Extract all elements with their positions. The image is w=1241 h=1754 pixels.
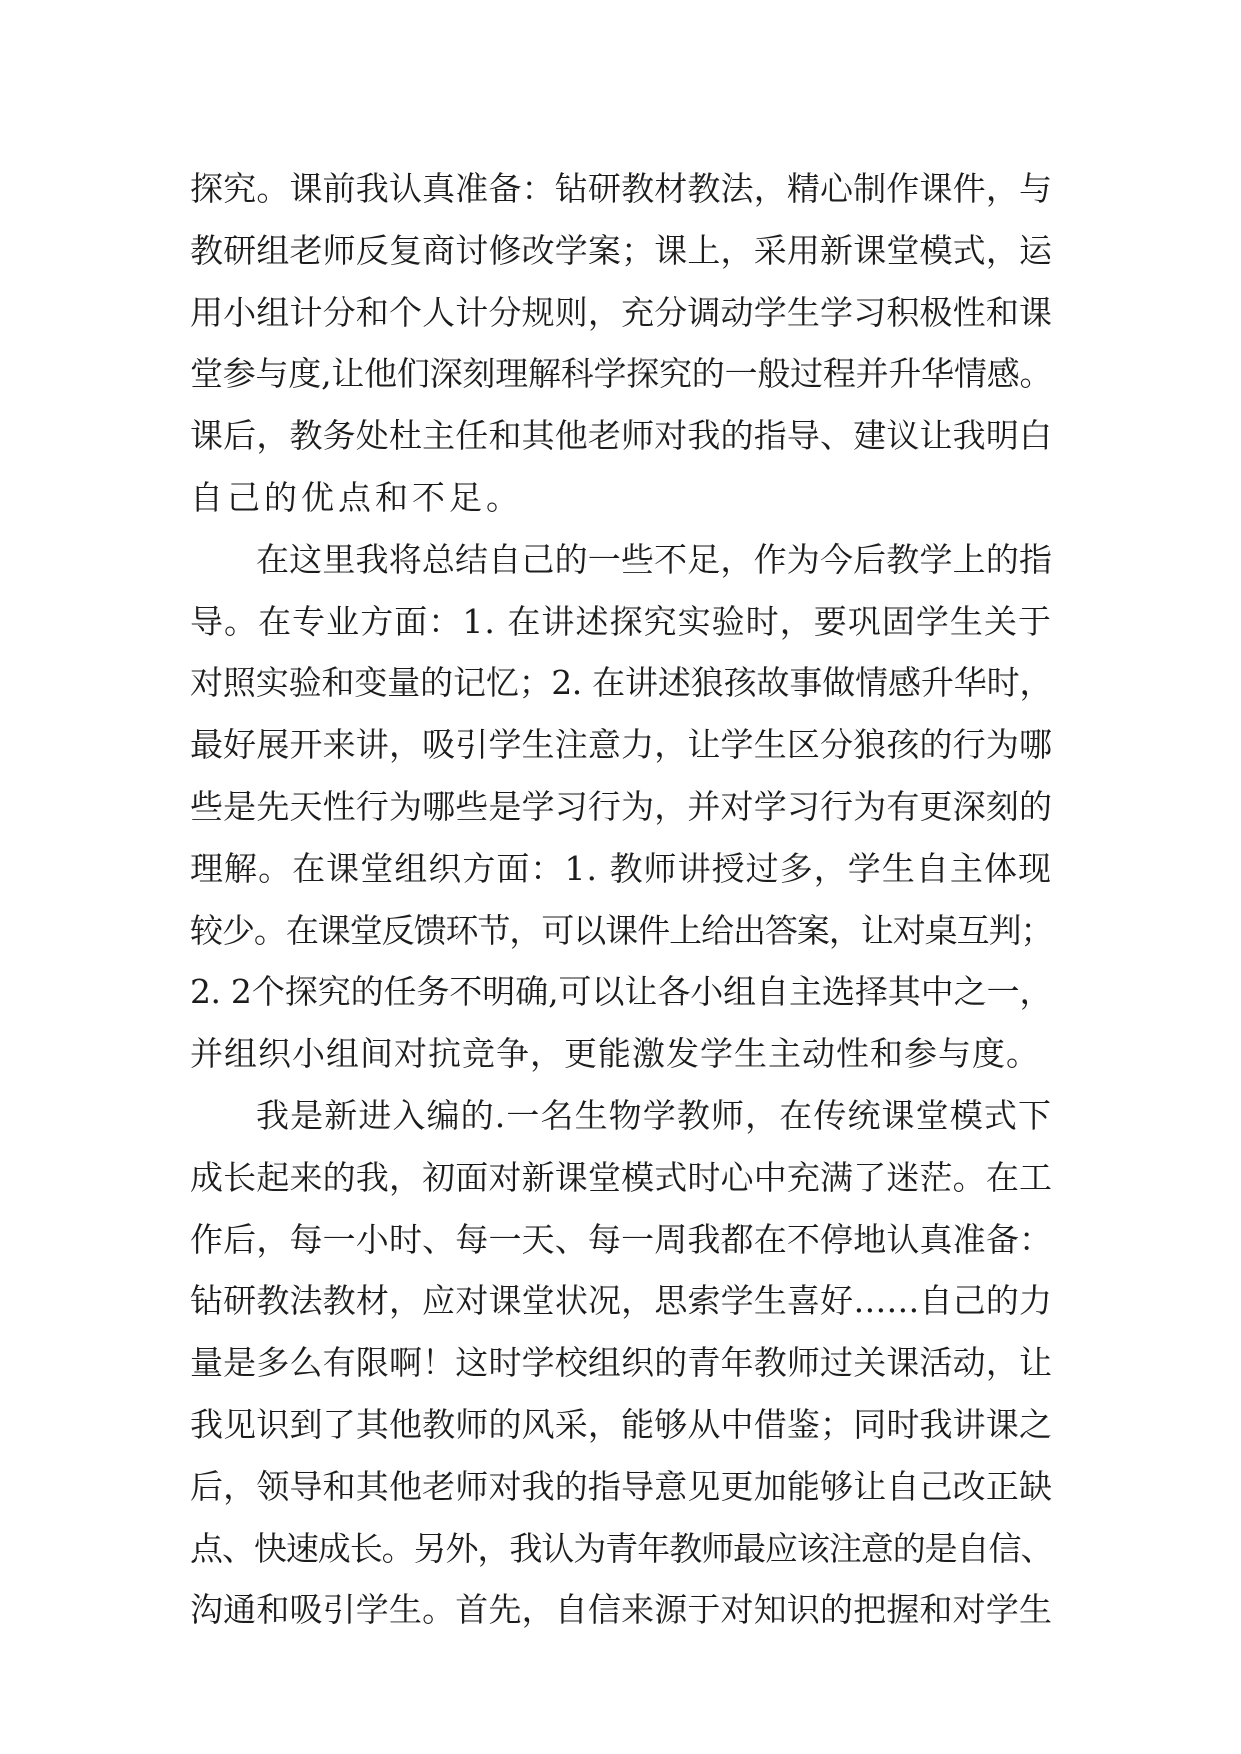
paragraph-3-line: 量是多么有限啊！这时学校组织的青年教师过关课活动，让 — [190, 1343, 1052, 1383]
paragraph-2-line: 2. 2个探究的任务不明确,可以让各小组自主选择其中之一， — [190, 972, 1052, 1012]
paragraph-1-line: 堂参与度,让他们深刻理解科学探究的一般过程并升华情感。 — [190, 354, 1052, 394]
paragraph-2-line: 理解。在课堂组织方面：1. 教师讲授过多，学生自主体现 — [190, 848, 1052, 888]
paragraph-1-line: 教研组老师反复商讨修改学案；课上，采用新课堂模式，运 — [190, 230, 1052, 270]
paragraph-2-line: 最好展开来讲，吸引学生注意力，让学生区分狼孩的行为哪 — [190, 725, 1052, 765]
paragraph-1-line: 课后，教务处杜主任和其他老师对我的指导、建议让我明白 — [190, 416, 1052, 456]
paragraph-3-line: 我见识到了其他教师的风采，能够从中借鉴；同时我讲课之 — [190, 1404, 1052, 1444]
paragraph-3-line: 成长起来的我，初面对新课堂模式时心中充满了迷茫。在工 — [190, 1157, 1052, 1197]
paragraph-3-line: 沟通和吸引学生。首先，自信来源于对知识的把握和对学生 — [190, 1590, 1052, 1630]
paragraph-3-line: 后，领导和其他老师对我的指导意见更加能够让自己改正缺 — [190, 1466, 1052, 1506]
paragraph-2-line: 些是先天性行为哪些是学习行为，并对学习行为有更深刻的 — [190, 786, 1052, 826]
paragraph-3-line: 作后，每一小时、每一天、每一周我都在不停地认真准备： — [190, 1219, 1052, 1259]
paragraph-2-line: 对照实验和变量的记忆；2. 在讲述狼孩故事做情感升华时， — [190, 663, 1052, 703]
paragraph-2-line: 导。在专业方面：1. 在讲述探究实验时，要巩固学生关于 — [190, 601, 1052, 641]
paragraph-3-line: 钻研教法教材，应对课堂状况，思索学生喜好……自己的力 — [190, 1281, 1052, 1321]
paragraph-3-line: 点、快速成长。另外，我认为青年教师最应该注意的是自信、 — [190, 1528, 1052, 1568]
paragraph-2-line: 较少。在课堂反馈环节，可以课件上给出答案，让对桌互判； — [190, 910, 1052, 950]
paragraph-1-line: 探究。课前我认真准备：钻研教材教法，精心制作课件，与 — [190, 169, 1052, 208]
paragraph-1-line: 自己的优点和不足。 — [190, 477, 523, 517]
paragraph-2-line: 在这里我将总结自己的一些不足，作为今后教学上的指 — [256, 539, 1052, 579]
paragraph-3-line: 我是新进入编的.一名生物学教师，在传统课堂模式下 — [256, 1095, 1052, 1135]
paragraph-1-line: 用小组计分和个人计分规则，充分调动学生学习积极性和课 — [190, 292, 1052, 332]
paragraph-2-line: 并组织小组间对抗竞争，更能激发学生主动性和参与度。 — [190, 1034, 1040, 1074]
document-body — [190, 158, 1052, 1641]
